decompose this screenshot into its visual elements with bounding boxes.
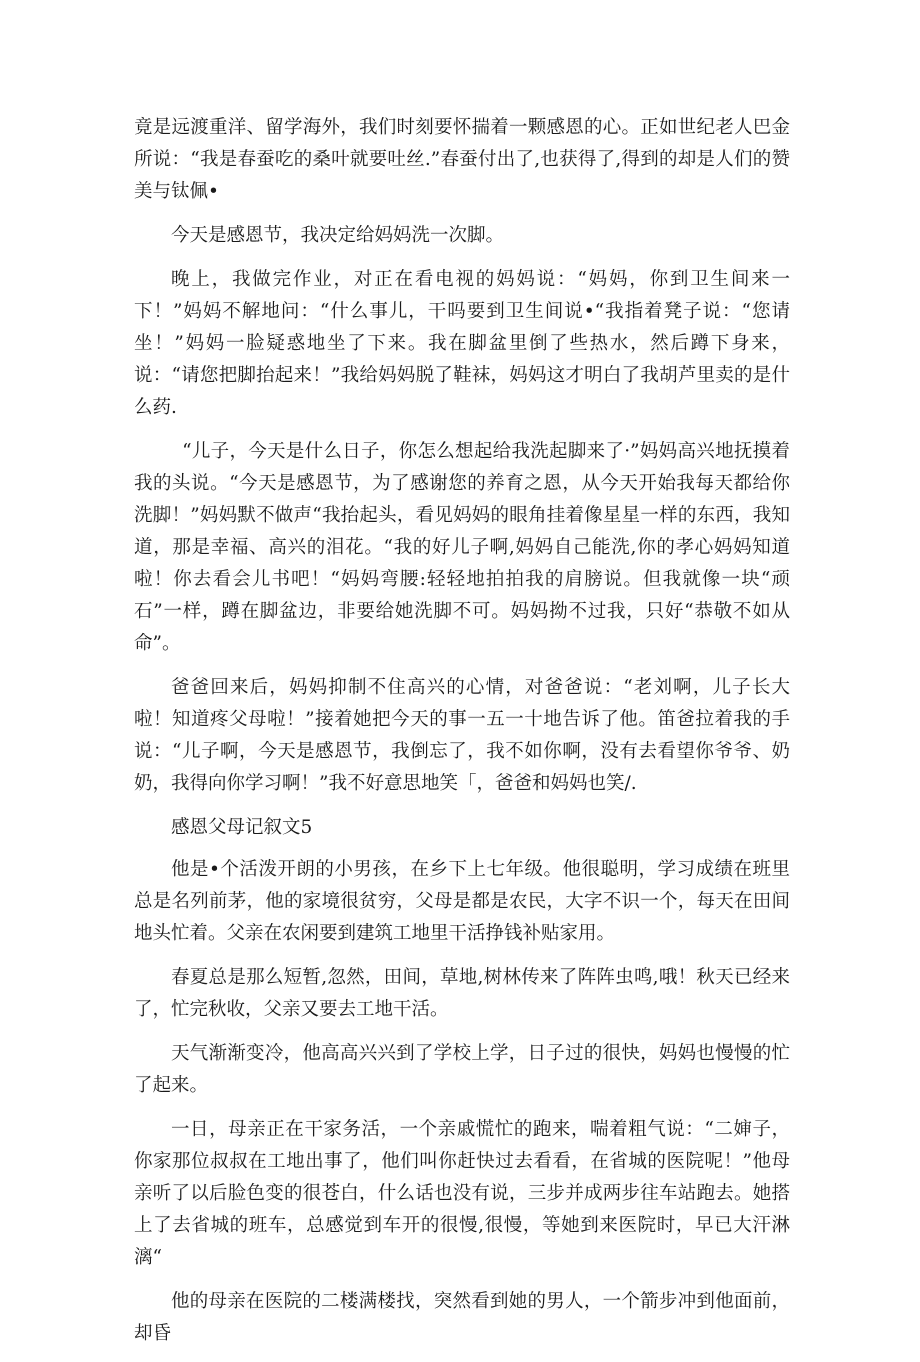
paragraph-3: 晚上，我做完作业，对正在看电视的妈妈说：“妈妈，你到卫生间来一下！”妈妈不解地问：“什么事儿，干吗要到卫生间说•“我指着凳子说：“您请坐！”妈妈一脸疑惑地坐了下来。我在脚盆里倒了些热水，然后蹲下身来，说：“请您把脚抬起来！”我给妈妈脱了鞋袜，妈妈这才明白了我胡芦里卖的是什么药.: [134, 269, 790, 418]
paragraph-2: 今天是感恩节，我决定给妈妈洗一次脚。: [171, 225, 505, 246]
paragraph-4: “儿子，今天是什么日子，你怎么想起给我洗起脚来了·”妈妈高兴地抚摸着我的头说。“今天是感恩节，为了感谢您的养育之恩，从今天开始我每天都给你洗脚！”妈妈默不做声“我抬起头，看见妈妈的眼角挂着像星星一样的东西，我知道，那是幸福、高兴的泪花。“我的好儿子啊,妈妈自己能洗,你的孝心妈妈知道啦！你去看会儿书吧！“妈妈弯腰:轻轻地拍拍我的肩膀说。但我就像一块“顽石”一样，蹲在脚盆边，非要给她洗脚不可。妈妈拗不过我，只好“恭敬不如从命”。: [134, 441, 790, 654]
document-body: [134, 112, 790, 1362]
paragraph-1: 竟是远渡重洋、留学海外，我们时刻要怀揣着一颗感恩的心。正如世纪老人巴金所说：“我是春蚕吃的桑叶就要吐丝.”春蚕付出了,也获得了,得到的却是人们的赞美与钛佩•: [134, 117, 790, 202]
paragraph-7: 春夏总是那么短暂,忽然，田间，草地,树林传来了阵阵虫鸣,哦！秋天已经来了，忙完秋收，父亲又要去工地干活。: [134, 967, 790, 1020]
paragraph-5: 爸爸回来后，妈妈抑制不住高兴的心情，对爸爸说：“老刘啊，儿子长大啦！知道疼父母啦！”接着她把今天的事一五一十地告诉了他。笛爸拉着我的手说：“儿子啊，今天是感恩节，我倒忘了，我不如你啊，没有去看望你爷爷、奶奶，我得向你学习啊！”我不好意思地笑「，爸爸和妈妈也笑/.: [134, 677, 790, 794]
paragraph-9: 一日，母亲正在干家务活，一个亲戚慌忙的跑来，喘着粗气说：“二婶子，你家那位叔叔在工地出事了，他们叫你赶快过去看看，在省城的医院呢！”他母亲听了以后脸色变的很苍白，什么话也没有说，三步并成两步往车站跑去。她搭上了去省城的班车，总感觉到车开的很慢,很慢，等她到来医院时，早已大汗淋漓“: [134, 1119, 790, 1268]
section-heading: 感恩父母记叙文5: [171, 817, 313, 838]
paragraph-8: 天气渐渐变冷，他高高兴兴到了学校上学，日子过的很快，妈妈也慢慢的忙了起来。: [134, 1043, 790, 1096]
paragraph-10: 他的母亲在医院的二楼满楼找，突然看到她的男人，一个箭步冲到他面前，却昏: [134, 1291, 790, 1344]
paragraph-6: 他是•个活泼开朗的小男孩，在乡下上七年级。他很聪明，学习成绩在班里总是名列前茅，他的家境很贫穷，父母是都是农民，大字不识一个，每天在田间地头忙着。父亲在农闲要到建筑工地里干活挣钱补贴家用。: [134, 859, 790, 944]
